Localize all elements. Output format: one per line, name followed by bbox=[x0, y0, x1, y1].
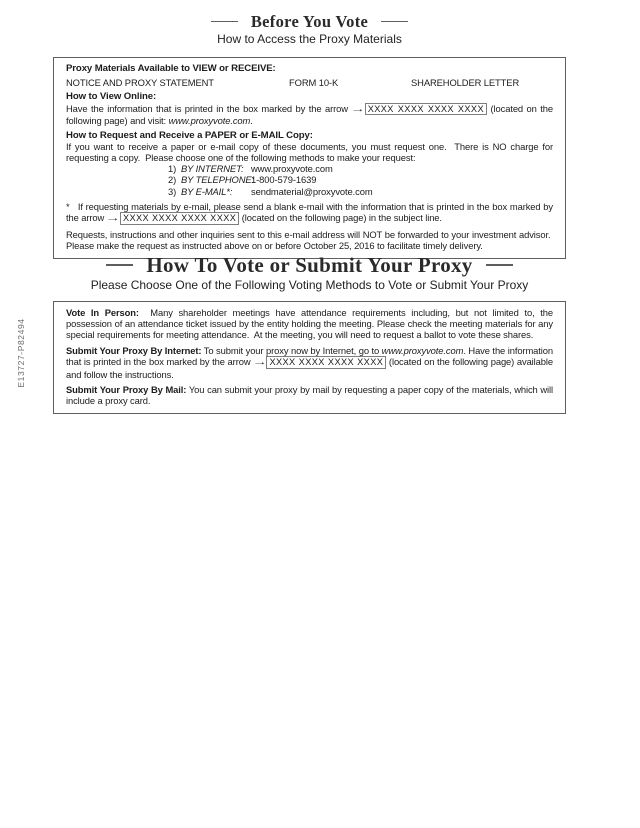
text-segment: To submit your proxy now by Internet, go to bbox=[201, 345, 382, 357]
method-value: www.proxyvote.com bbox=[251, 163, 333, 175]
text-segment: Vote In Person: bbox=[66, 307, 139, 318]
material-notice-proxy-statement: NOTICE AND PROXY STATEMENT bbox=[66, 76, 214, 88]
title-dash bbox=[211, 21, 238, 23]
title-dash bbox=[381, 21, 408, 23]
method-number: 3) bbox=[168, 185, 177, 197]
text-segment: (located on the following page) available and follow the instructions. bbox=[66, 356, 553, 380]
method-label: BY TELEPHONE: bbox=[181, 174, 255, 186]
submit-by-mail-paragraph bbox=[66, 384, 553, 406]
voting-methods-box bbox=[53, 301, 566, 414]
method-email bbox=[168, 186, 553, 197]
voting-methods-subtitle: Please Choose One of the Following Voting Methods to Vote or Submit Your Proxy bbox=[90, 278, 529, 292]
text-segment: If you want to receive a paper or e-mail copy of these documents, you must request one. There is NO charge for requesting a copy. Please choose one of the following methods to make your request: bbox=[66, 140, 553, 163]
text-segment: Have the information that is printed in the box marked by the arrow bbox=[66, 102, 352, 114]
text-segment: Requests, instructions and other inquiries sent to this e-mail address will NOT be forwarded to your investment advisor. Please make the request as instructed above on or before October 25, 2016 to facilitate timely delivery. bbox=[66, 229, 553, 252]
text-segment: . Have the information that is printed in the box marked by the arrow bbox=[66, 345, 553, 368]
deadline-paragraph bbox=[66, 229, 553, 251]
view-online-heading: How to View Online: bbox=[66, 91, 157, 103]
email-footnote-paragraph bbox=[66, 201, 553, 224]
before-you-vote-title: Before You Vote bbox=[250, 12, 369, 31]
title-dash bbox=[106, 264, 133, 266]
method-number: 2) bbox=[168, 174, 177, 186]
text-segment: (located on the following page) in the subject line. bbox=[239, 212, 442, 224]
materials-list bbox=[66, 77, 553, 88]
access-materials-box bbox=[53, 57, 566, 259]
request-copy-paragraph bbox=[66, 141, 553, 163]
access-materials-subtitle: How to Access the Proxy Materials bbox=[217, 32, 402, 46]
request-copy-heading: How to Request and Receive a PAPER or E-MAIL Copy: bbox=[66, 129, 313, 141]
method-number: 1) bbox=[168, 163, 177, 175]
control-number-placeholder-box: XXXX XXXX XXXX XXXX bbox=[266, 356, 386, 369]
text-segment: * If requesting materials by e-mail, please send a blank e-mail with the information that is printed in the box marked by the arrow bbox=[66, 201, 553, 224]
method-value: sendmaterial@proxyvote.com bbox=[251, 185, 373, 197]
submit-by-internet-paragraph bbox=[66, 345, 553, 380]
arrow-icon: → bbox=[105, 212, 121, 224]
how-to-vote-header bbox=[53, 253, 566, 292]
control-number-placeholder-box: XXXX XXXX XXXX XXXX bbox=[120, 212, 239, 225]
arrow-icon: → bbox=[350, 102, 365, 114]
text-segment: Submit Your Proxy By Mail: bbox=[66, 384, 187, 396]
materials-heading: Proxy Materials Available to VIEW or RECEIVE: bbox=[66, 63, 276, 74]
arrow-icon: → bbox=[251, 356, 267, 368]
material-form-10k: FORM 10-K bbox=[289, 76, 339, 88]
method-label: BY E-MAIL*: bbox=[181, 185, 233, 197]
material-shareholder-letter: SHAREHOLDER LETTER bbox=[411, 76, 520, 88]
method-internet bbox=[168, 163, 553, 174]
document-side-code: E13727-P82494 bbox=[16, 318, 26, 388]
vote-in-person-paragraph bbox=[66, 307, 553, 341]
text-segment: Many shareholder meetings have attendance requirements including, but not limited to, the possession of an attendance ticket issued by the entity holding the meeting. Please check the meeting materials for any special requirements for meeting attendance. At the meeting, you will need to request a ballot to vote these shares. bbox=[66, 307, 553, 341]
view-online-paragraph bbox=[66, 103, 553, 126]
control-number-placeholder-box: XXXX XXXX XXXX XXXX bbox=[365, 103, 487, 116]
text-segment: Submit Your Proxy By Internet: bbox=[66, 345, 202, 357]
before-you-vote-header bbox=[53, 12, 566, 46]
text-segment: www.proxyvote.com bbox=[381, 345, 464, 357]
request-methods-list bbox=[168, 163, 553, 197]
text-segment: www.proxyvote.com bbox=[168, 114, 251, 126]
text-segment: (located on the following page) and visit: bbox=[66, 102, 554, 126]
method-label: BY INTERNET: bbox=[181, 163, 244, 175]
text-segment: You can submit your proxy by mail by requesting a paper copy of the materials, which will include a proxy card. bbox=[66, 384, 553, 407]
method-value: 1-800-579-1639 bbox=[251, 174, 317, 186]
title-dash bbox=[486, 264, 513, 266]
text-segment: . bbox=[250, 114, 253, 126]
how-to-vote-title: How To Vote or Submit Your Proxy bbox=[146, 253, 473, 277]
method-telephone bbox=[168, 174, 553, 185]
